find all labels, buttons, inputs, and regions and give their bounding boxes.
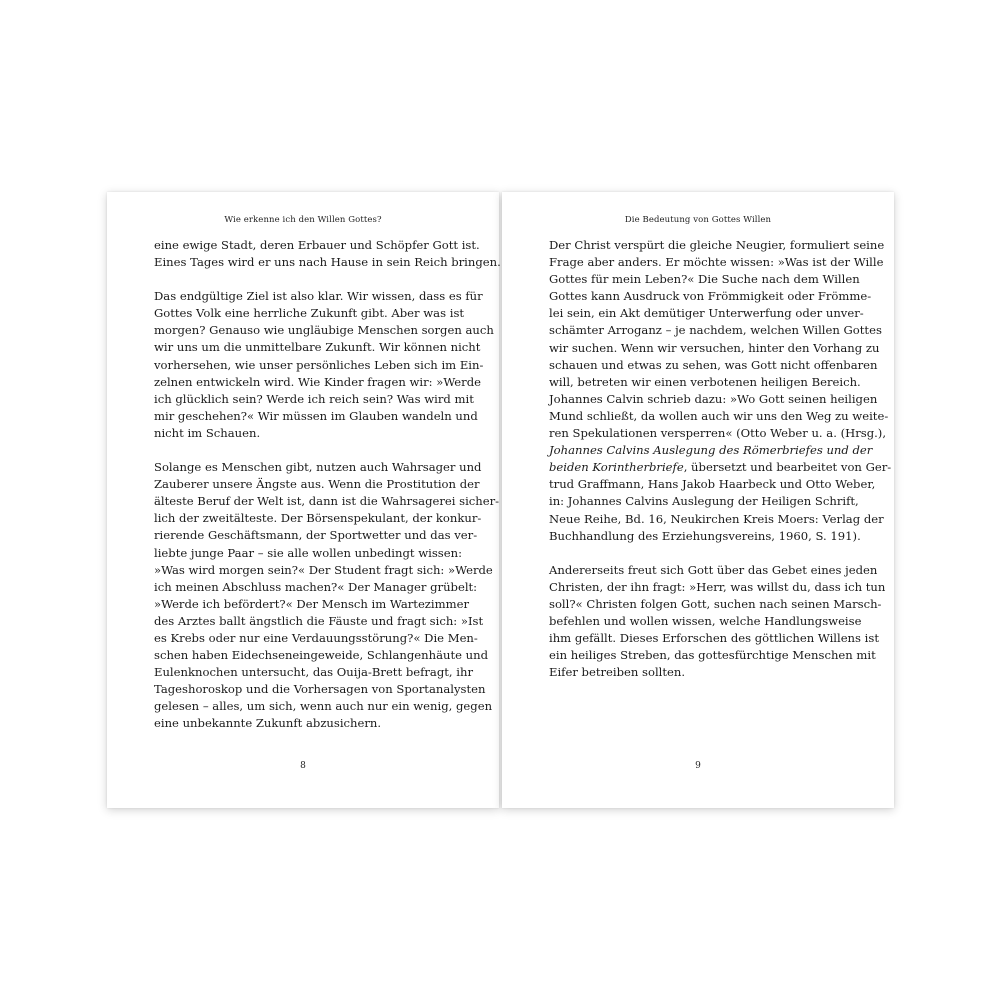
text-line: Tageshoroskop und die Vorhersagen von Sportanalysten: [154, 682, 486, 697]
text-line: Eulenknochen untersucht, das Ouija-Brett befragt, ihr: [154, 665, 474, 680]
text-line: befehlen und wollen wissen, welche Handlungsweise: [549, 613, 862, 628]
paragraph: [154, 288, 494, 442]
italic-text-fragment: beiden Korintherbriefe: [549, 460, 684, 475]
text-line: trud Graffmann, Hans Jakob Haarbeck und Otto Weber,: [549, 477, 876, 492]
text-line: Gottes für mein Leben?« Die Suche nach dem Willen: [549, 272, 860, 287]
paragraph: [154, 237, 501, 271]
text-line: ich glücklich sein? Werde ich reich sein? Was wird mit: [154, 391, 474, 406]
text-line: wir suchen. Wenn wir versuchen, hinter den Vorhang zu: [549, 340, 880, 355]
page-body: [154, 237, 501, 750]
text-line: Eifer betreiben sollten.: [549, 665, 686, 680]
running-head: Wie erkenne ich den Willen Gottes?: [224, 215, 382, 225]
text-line: ren Spekulationen versperren« (Otto Weber u. a. (Hrsg.),: [549, 426, 887, 441]
text-line: nicht im Schauen.: [154, 425, 261, 440]
text-line: liebte junge Paar – sie alle wollen unbedingt wissen:: [154, 545, 462, 560]
text-line: Der Christ verspürt die gleiche Neugier, formuliert seine: [549, 238, 885, 252]
text-line: schauen und etwas zu sehen, was Gott nicht offenbaren: [549, 357, 878, 372]
italic-text-line: Johannes Calvins Auslegung des Römerbriefes und der: [549, 443, 873, 458]
paragraph: [154, 459, 500, 733]
text-line: rierende Geschäftsmann, der Sportwetter und das ver-: [154, 528, 478, 543]
text-line: Das endgültige Ziel ist also klar. Wir wissen, dass es für: [154, 289, 483, 304]
text-line: morgen? Genauso wie ungläubige Menschen sorgen auch: [154, 323, 494, 338]
page-number: 9: [695, 761, 701, 771]
text-line: gelesen – alles, um sich, wenn auch nur ein wenig, gegen: [154, 699, 493, 714]
text-line: Buchhandlung des Erziehungsvereins, 1960, S. 191).: [549, 528, 861, 543]
page-number: 8: [300, 761, 306, 771]
text-line: Andererseits freut sich Gott über das Gebet eines jeden: [549, 562, 878, 577]
text-line: will, betreten wir einen verbotenen heiligen Bereich.: [549, 374, 861, 389]
text-line: Frage aber anders. Er möchte wissen: »Was ist der Wille: [549, 255, 884, 270]
text-line: mir geschehen?« Wir müssen im Glauben wandeln und: [154, 408, 478, 423]
text-line: ihm gefällt. Dieses Erforschen des göttlichen Willens ist: [549, 631, 879, 646]
text-line: »Werde ich befördert?« Der Mensch im Wartezimmer: [154, 596, 470, 611]
text-line: ein heiliges Streben, das gottesfürchtige Menschen mit: [549, 648, 876, 663]
text-line: Eines Tages wird er uns nach Hause in sein Reich bringen.: [154, 255, 501, 270]
text-line: vorhersehen, wie unser persönliches Leben sich im Ein-: [154, 357, 484, 372]
paragraph: [549, 237, 892, 545]
text-line: des Arztes ballt ängstlich die Fäuste und fragt sich: »Ist: [154, 613, 484, 628]
text-line: schen haben Eidechseneingeweide, Schlangenhäute und: [154, 648, 489, 663]
paragraph: [549, 562, 886, 682]
text-line: in: Johannes Calvins Auslegung der Heiligen Schrift,: [549, 494, 859, 509]
text-line: Gottes Volk eine herrliche Zukunft gibt. Aber was ist: [154, 306, 465, 321]
text-line: es Krebs oder nur eine Verdauungsstörung?« Die Men-: [154, 630, 478, 645]
text-line: Johannes Calvin schrieb dazu: »Wo Gott seinen heiligen: [549, 391, 878, 406]
page-body: [549, 237, 892, 698]
text-line: »Was wird morgen sein?« Der Student fragt sich: »Werde: [154, 562, 493, 577]
text-fragment: , übersetzt und bearbeitet von Ger-: [683, 460, 892, 475]
text-line: eine ewige Stadt, deren Erbauer und Schöpfer Gott ist.: [154, 238, 480, 252]
text-line: schämter Arroganz – je nachdem, welchen Willen Gottes: [549, 323, 882, 338]
text-line: Solange es Menschen gibt, nutzen auch Wahrsager und: [154, 460, 482, 475]
running-head: Die Bedeutung von Gottes Willen: [624, 215, 772, 225]
text-line: [549, 459, 892, 476]
text-line: älteste Beruf der Welt ist, dann ist die Wahrsagerei sicher-: [154, 494, 500, 509]
text-line: lich der zweitälteste. Der Börsenspekulant, der konkur-: [154, 511, 482, 526]
text-line: lei sein, ein Akt demütiger Unterwerfung oder unver-: [549, 306, 864, 321]
text-line: wir uns um die unmittelbare Zukunft. Wir können nicht: [154, 340, 481, 355]
text-line: Gottes kann Ausdruck von Frömmigkeit oder Frömme-: [549, 289, 872, 304]
text-line: Neue Reihe, Bd. 16, Neukirchen Kreis Moers: Verlag der: [549, 511, 884, 526]
text-line: Mund schließt, da wollen auch wir uns den Weg zu weite-: [549, 408, 889, 423]
text-line: soll?« Christen folgen Gott, suchen nach seinen Marsch-: [549, 596, 882, 611]
text-line: Zauberer unsere Ängste aus. Wenn die Prostitution der: [154, 477, 480, 492]
text-line: eine unbekannte Zukunft abzusichern.: [154, 716, 382, 731]
left-page: [107, 192, 499, 808]
text-line: ich meinen Abschluss machen?« Der Manager grübelt:: [154, 579, 478, 594]
text-line: Christen, der ihn fragt: »Herr, was willst du, dass ich tun: [549, 579, 886, 594]
text-line: zelnen entwickeln wird. Wie Kinder fragen wir: »Werde: [154, 374, 481, 389]
right-page: [502, 192, 894, 808]
